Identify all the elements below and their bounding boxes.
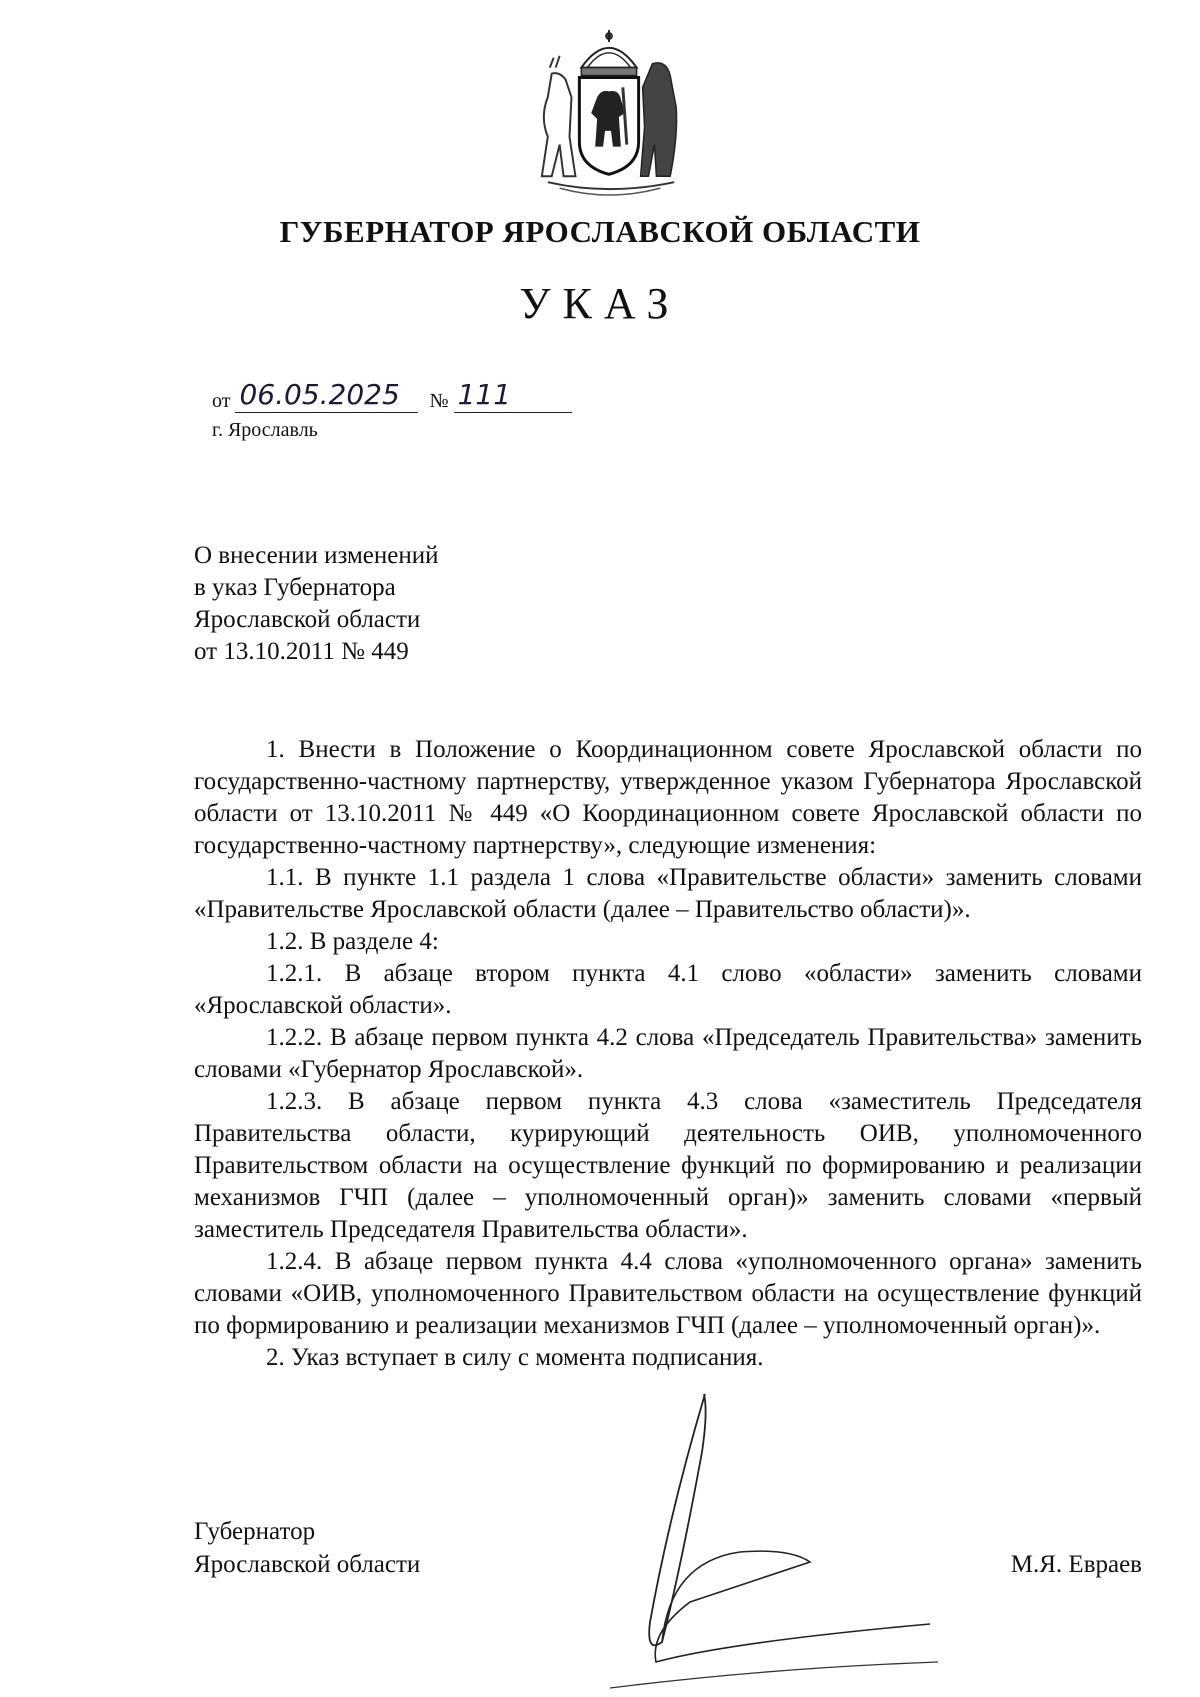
subject-line: от 13.10.2011 № 449: [194, 638, 409, 665]
body-paragraph: 1.2.4. В абзаце первом пункта 4.4 слова «уполномоченного органа» заменить словами «ОИВ, уполномоченного Правительством области на осуществление функций по формированию и реализации механизмов ГЧП (далее – уполномоченный орган)».: [194, 1248, 1142, 1339]
document-subject: [194, 540, 439, 668]
signatory-name: М.Я. Евраев: [1010, 1551, 1142, 1578]
subject-line: О внесении изменений: [194, 542, 439, 569]
body-paragraph: 1.2.3. В абзаце первом пункта 4.3 слова «заместитель Председателя Правительства области, курирующий деятельность ОИВ, уполномоченного Правительством области на осуществление функций по формированию и реализации механизмов ГЧП (далее – уполномоченный орган)» заменить словами «первый заместитель Председателя Правительства области».: [194, 1088, 1142, 1243]
registration-line: [212, 378, 572, 414]
date-label: от: [212, 390, 231, 412]
signatory-title-line: Ярославской области: [194, 1551, 421, 1578]
body-paragraph: 1. Внести в Положение о Координационном совете Ярославской области по государственно-частному партнерству, утвержденное указом Губернатора Ярославской области от 13.10.2011 № 449 «О Координационном совете Ярославской области по государственно-частному партнерству», следующие изменения:: [194, 736, 1142, 859]
body-paragraph: 2. Указ вступает в силу с момента подписания.: [266, 1344, 764, 1371]
number-label: №: [429, 390, 449, 412]
issuing-authority: ГУБЕРНАТОР ЯРОСЛАВСКОЙ ОБЛАСТИ: [279, 214, 921, 249]
body-paragraph: 1.1. В пункте 1.1 раздела 1 слова «Правительстве области» заменить словами «Правительстве Ярославской области (далее – Правительство области)».: [194, 864, 1142, 923]
handwritten-signature-icon: [610, 1392, 940, 1692]
body-paragraph: 1.2.2. В абзаце первом пункта 4.2 слова «Председатель Правительства» заменить словами «Губернатор Ярославской».: [194, 1024, 1142, 1083]
body-paragraph: 1.2.1. В абзаце втором пункта 4.1 слово «области» заменить словами «Ярославской области».: [194, 960, 1142, 1019]
document-type-title: УКАЗ: [519, 279, 681, 328]
signatory-title-line: Губернатор: [194, 1518, 316, 1545]
coat-of-arms-icon: [530, 28, 688, 206]
subject-line: в указ Губернатора: [194, 574, 396, 601]
subject-line: Ярославской области: [194, 606, 421, 633]
body-paragraph: 1.2. В разделе 4:: [266, 928, 439, 955]
document-body: [194, 734, 1142, 1374]
city-of-issue: г. Ярославль: [212, 419, 318, 441]
registration-number: 111: [454, 378, 572, 413]
signatory-title: [194, 1515, 420, 1581]
registration-date: 06.05.2025: [235, 378, 418, 413]
